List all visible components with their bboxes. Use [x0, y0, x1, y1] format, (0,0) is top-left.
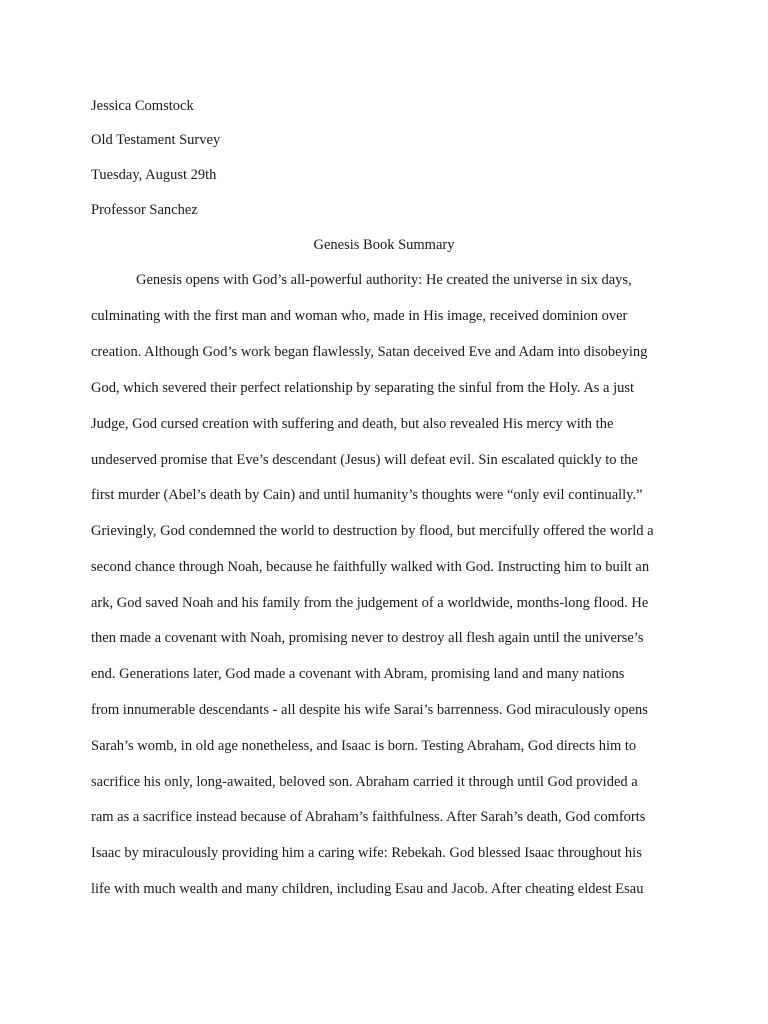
assignment-date: Tuesday, August 29th — [91, 167, 217, 183]
body-line: Sarah’s womb, in old age nonetheless, and Isaac is born. Testing Abraham, God directs him to — [91, 738, 637, 754]
body-line: second chance through Noah, because he faithfully walked with God. Instructing him to built an — [91, 559, 650, 575]
body-line: ark, God saved Noah and his family from the judgement of a worldwide, months-long flood. He — [91, 595, 649, 611]
body-line: Isaac by miraculously providing him a caring wife: Rebekah. God blessed Isaac throughout his — [91, 845, 642, 861]
body-line: Genesis opens with God’s all-powerful authority: He created the universe in six days, — [136, 272, 632, 288]
body-line: from innumerable descendants - all despite his wife Sarai’s barrenness. God miraculously opens — [91, 702, 648, 718]
body-line: sacrifice his only, long-awaited, beloved son. Abraham carried it through until God provided a — [91, 774, 638, 790]
document-title: Genesis Book Summary — [313, 237, 455, 253]
body-line: Grievingly, God condemned the world to destruction by flood, but mercifully offered the world a — [91, 523, 654, 539]
body-line: Judge, God cursed creation with suffering and death, but also revealed His mercy with the — [91, 416, 614, 432]
body-line: first murder (Abel’s death by Cain) and until humanity’s thoughts were “only evil continually.” — [91, 487, 643, 503]
body-line: then made a covenant with Noah, promising never to destroy all flesh again until the universe’s — [91, 630, 644, 646]
body-line: culminating with the first man and woman who, made in His image, received dominion over — [91, 308, 628, 324]
professor-name: Professor Sanchez — [91, 202, 198, 218]
course-name: Old Testament Survey — [91, 132, 221, 148]
author-name: Jessica Comstock — [91, 98, 194, 114]
body-line: creation. Although God’s work began flawlessly, Satan deceived Eve and Adam into disobeying — [91, 344, 648, 360]
body-line: undeserved promise that Eve’s descendant (Jesus) will defeat evil. Sin escalated quickly to the — [91, 452, 638, 468]
body-line: life with much wealth and many children, including Esau and Jacob. After cheating eldest Esau — [91, 881, 644, 897]
body-line: ram as a sacrifice instead because of Abraham’s faithfulness. After Sarah’s death, God comforts — [91, 809, 646, 825]
body-line: end. Generations later, God made a covenant with Abram, promising land and many nations — [91, 666, 625, 682]
body-line: God, which severed their perfect relationship by separating the sinful from the Holy. As a just — [91, 380, 635, 396]
